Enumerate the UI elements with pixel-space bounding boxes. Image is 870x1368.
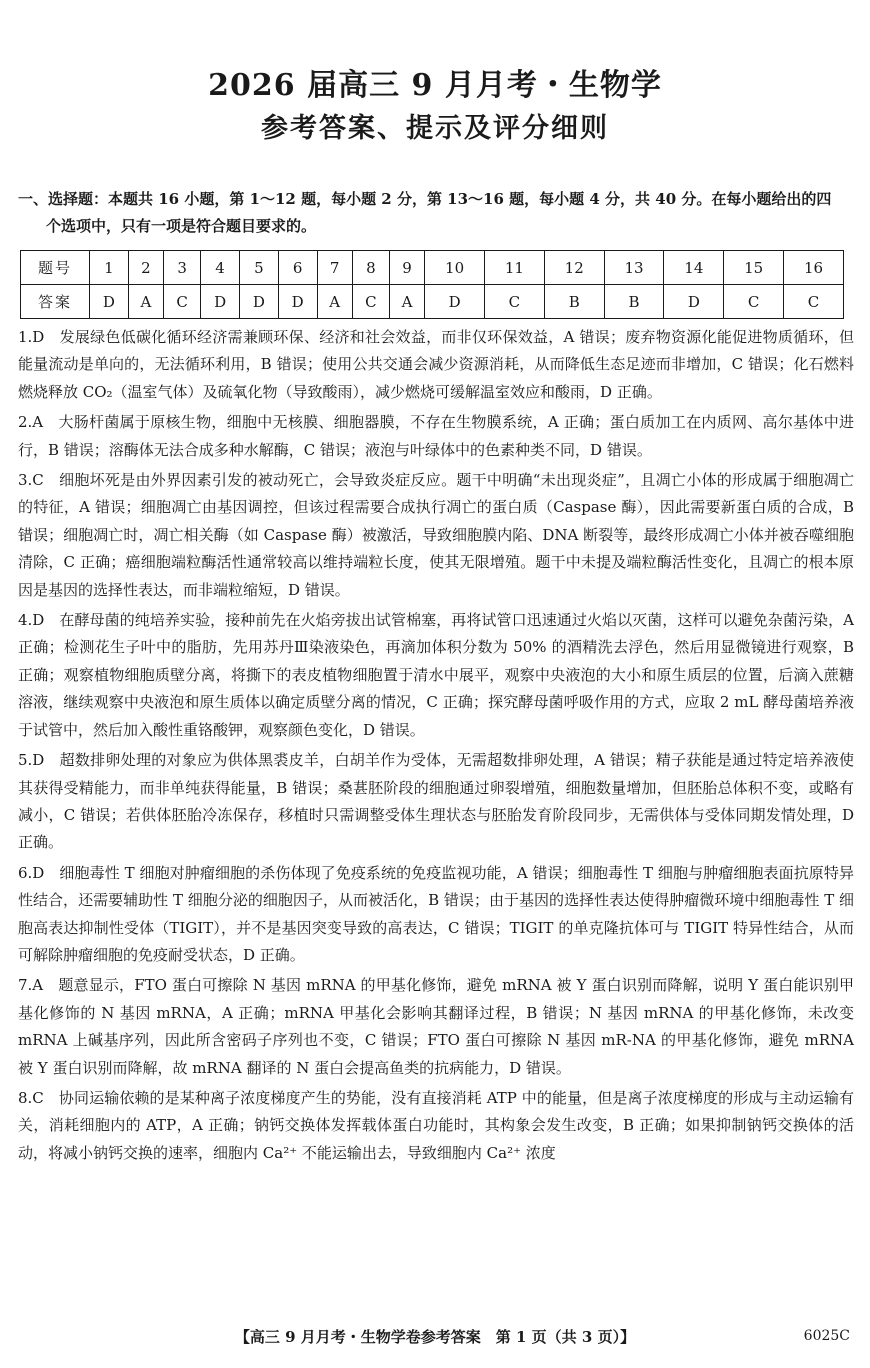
section-heading-line2: 个选项中，只有一项是符合题目要求的。 bbox=[46, 217, 317, 235]
document-code: 6025C bbox=[803, 1328, 850, 1344]
answer-cell: A bbox=[317, 285, 352, 319]
item-number: 2.A bbox=[18, 413, 44, 432]
answer-cell: C bbox=[784, 285, 844, 319]
question-number-cell: 12 bbox=[544, 251, 604, 285]
explanation-item bbox=[18, 1085, 854, 1167]
page-footer: 【高三 9 月月考・生物学卷参考答案 第 1 页（共 3 页）】 bbox=[234, 1328, 636, 1346]
question-number-cell: 5 bbox=[239, 251, 278, 285]
answer-row-label: 答案 bbox=[21, 285, 90, 319]
answer-cell: D bbox=[425, 285, 485, 319]
question-number-cell: 13 bbox=[604, 251, 664, 285]
question-number-cell: 9 bbox=[389, 251, 424, 285]
document-subtitle: 参考答案、提示及评分细则 bbox=[261, 113, 609, 144]
item-number: 1.D bbox=[18, 328, 45, 346]
explanation-item bbox=[18, 860, 854, 970]
answer-cell: A bbox=[128, 285, 163, 319]
item-explanation-text: 细胞坏死是由外界因素引发的被动死亡，会导致炎症反应。题干中明确“未出现炎症”，且凋亡小体的形成属于细胞凋亡的特征，A 错误；细胞凋亡由基因调控，但该过程需要合成执行凋亡的蛋白质（Caspase 酶），因此需要新蛋白质的合成，B 错误；细胞凋亡时，凋亡相关酶（如 Caspase 酶）被激活，导致细胞膜内陷、DNA 断裂等，最终形成凋亡小体并被吞噬细胞清除，C 正确；癌细胞端粒酶活性通常较高以维持端粒长度，使其无限增殖。题干中未提及端粒酶活性变化，且凋亡的根本原因是基因的选择性表达，而非端粒缩短，D 错误。 bbox=[18, 471, 854, 599]
item-explanation-text: 细胞毒性 T 细胞对肿瘤细胞的杀伤体现了免疫系统的免疫监视功能，A 错误；细胞毒性 T 细胞与肿瘤细胞表面抗原特异性结合，还需要辅助性 T 细胞分泌的细胞因子，从而被活化，B 错误；由于基因的选择性表达使得肿瘤微环境中细胞毒性 T 细胞高表达抑制性受体（TIGIT），并不是基因突变导致的高表达，C 错误；TIGIT 的单克隆抗体可与 TIGIT 特异性结合，从而可解除肿瘤细胞的免疫耐受状态，D 正确。 bbox=[18, 863, 854, 964]
answer-cell: A bbox=[389, 285, 424, 319]
document-title: 2026 届高三 9 月月考・生物学 bbox=[208, 68, 662, 103]
explanation-list bbox=[18, 324, 854, 1170]
answer-table-number-row bbox=[21, 251, 844, 285]
item-number: 5.D bbox=[18, 751, 45, 770]
answer-cell: B bbox=[604, 285, 664, 319]
question-number-cell: 6 bbox=[278, 251, 317, 285]
question-number-cell: 7 bbox=[317, 251, 352, 285]
item-number: 7.A bbox=[18, 976, 44, 995]
item-explanation-text: 题意显示，FTO 蛋白可擦除 N 基因 mRNA 的甲基化修饰，避免 mRNA 被 Y 蛋白识别而降解，说明 Y 蛋白能识别甲基化修饰的 N 基因 mRNA，A 正确；mRNA 甲基化会影响其翻译过程，B 错误；N 基因 mRNA 的甲基化修饰，未改变 mRNA 上碱基序列，因此所含密码子序列也不变，C 错误；FTO 蛋白可擦除 N 基因 mR-NA 的甲基化修饰，避免 mRNA 被 Y 蛋白识别而降解，故 mRNA 翻译的 N 蛋白会提高鱼类的抗病能力，D 错误。 bbox=[18, 976, 854, 1077]
item-number: 8.C bbox=[18, 1088, 44, 1107]
number-row-label: 题号 bbox=[21, 251, 90, 285]
answer-cell: C bbox=[485, 285, 545, 319]
question-number-cell: 10 bbox=[425, 251, 485, 285]
item-explanation-text: 超数排卵处理的对象应为供体黑裘皮羊，白胡羊作为受体，无需超数排卵处理，A 错误；精子获能是通过特定培养液使其获得受精能力，而非单纯获得能量，B 错误；桑葚胚阶段的细胞通过卵裂增殖，细胞数量增加，但胚胎总体积不变，或略有减小，C 错误；若供体胚胎冷冻保存，移植时只需调整受体生理状态与胚胎发育阶段同步，无需供体与受体同期发情处理，D 正确。 bbox=[18, 751, 854, 852]
item-explanation-text: 在酵母菌的纯培养实验，接种前先在火焰旁拔出试管棉塞，再将试管口迅速通过火焰以灭菌，这样可以避免杂菌污染，A 正确；检测花生子叶中的脂肪，先用苏丹Ⅲ染液染色，再滴加体积分数为 50% 的酒精洗去浮色，然后用显微镜进行观察，B 正确；观察植物细胞质壁分离，将撕下的表皮植物细胞置于清水中展平，观察中央液泡的大小和原生质层的位置，后滴入蔗糖溶液，继续观察中央液泡和原生质体以确定质壁分离的情况，C 正确；探究酵母菌呼吸作用的方式，应取 2 mL 酵母菌培养液于试管中，然后加入酸性重铬酸钾，观察颜色变化，D 错误。 bbox=[18, 611, 854, 739]
explanation-item bbox=[18, 409, 854, 464]
item-number: 4.D bbox=[18, 611, 45, 630]
question-number-cell: 15 bbox=[724, 251, 784, 285]
question-number-cell: 14 bbox=[664, 251, 724, 285]
section-heading bbox=[18, 186, 856, 240]
answer-cell: D bbox=[239, 285, 278, 319]
explanation-item bbox=[18, 607, 854, 744]
answer-cell: C bbox=[724, 285, 784, 319]
question-number-cell: 11 bbox=[485, 251, 545, 285]
item-number: 3.C bbox=[18, 471, 44, 490]
question-number-cell: 8 bbox=[352, 251, 389, 285]
item-explanation-text: 大肠杆菌属于原核生物，细胞中无核膜、细胞器膜，不存在生物膜系统，A 正确；蛋白质加工在内质网、高尔基体中进行，B 错误；溶酶体无法合成多种水解酶，C 错误；液泡与叶绿体中的色素种类不同，D 错误。 bbox=[18, 413, 854, 459]
item-explanation-text: 协同运输依赖的是某种离子浓度梯度产生的势能，没有直接消耗 ATP 中的能量，但是离子浓度梯度的形成与主动运输有关，消耗细胞内的 ATP，A 正确；钠钙交换体发挥载体蛋白功能时，其构象会发生改变，B 正确；如果抑制钠钙交换体的活动，将减小钠钙交换的速率，细胞内 Ca²⁺ 不能运输出去，导致细胞内 Ca²⁺ 浓度 bbox=[18, 1088, 854, 1162]
answer-table bbox=[20, 250, 844, 319]
explanation-item bbox=[18, 972, 854, 1082]
explanation-item bbox=[18, 467, 854, 604]
answer-cell: B bbox=[544, 285, 604, 319]
section-heading-line1: 一、选择题：本题共 16 小题，第 1～12 题，每小题 2 分，第 13～16 题，每小题 4 分，共 40 分。在每小题给出的四 bbox=[18, 190, 832, 208]
explanation-item bbox=[18, 747, 854, 857]
answer-cell: C bbox=[352, 285, 389, 319]
answer-table-answer-row bbox=[21, 285, 844, 319]
question-number-cell: 16 bbox=[784, 251, 844, 285]
answer-cell: D bbox=[201, 285, 240, 319]
question-number-cell: 1 bbox=[90, 251, 129, 285]
answer-cell: C bbox=[164, 285, 201, 319]
explanation-item bbox=[18, 324, 854, 406]
answer-cell: D bbox=[664, 285, 724, 319]
item-number: 6.D bbox=[18, 863, 45, 882]
question-number-cell: 4 bbox=[201, 251, 240, 285]
answer-cell: D bbox=[90, 285, 129, 319]
question-number-cell: 3 bbox=[164, 251, 201, 285]
item-explanation-text: 发展绿色低碳化循环经济需兼顾环保、经济和社会效益，而非仅环保效益，A 错误；废弃物资源化能促进物质循环，但能量流动是单向的，无法循环利用，B 错误；使用公共交通会减少资源消耗，从而降低生态足迹而非增加，C 错误；化石燃料燃烧释放 CO₂（温室气体）及硫氧化物（导致酸雨），减少燃烧可缓解温室效应和酸雨，D 正确。 bbox=[18, 328, 854, 401]
question-number-cell: 2 bbox=[128, 251, 163, 285]
answer-cell: D bbox=[278, 285, 317, 319]
